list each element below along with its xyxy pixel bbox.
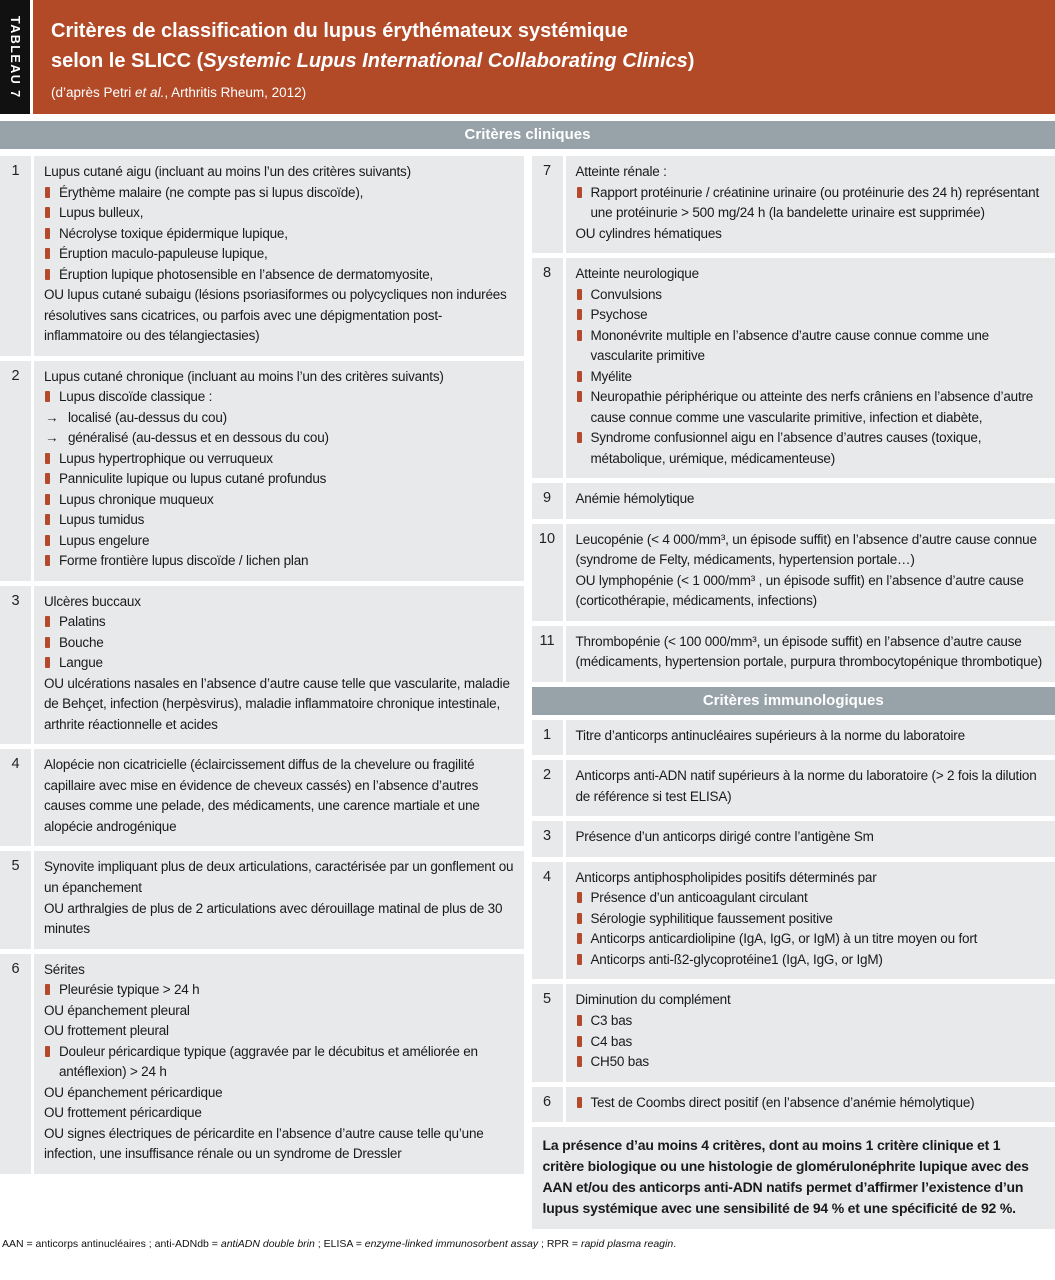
criterion-text: Anticorps anticardiolipine (IgA, IgG, or IgM) à un titre moyen ou fort bbox=[590, 931, 978, 947]
criterion-line bbox=[44, 633, 514, 654]
criterion-line bbox=[44, 183, 514, 204]
criterion-text: Douleur péricardique typique (aggravée par le décubitus et améliorée en antéflexion) > 24 h bbox=[59, 1043, 478, 1080]
criterion-text: localisé (au-dessus du cou) bbox=[68, 409, 227, 425]
criterion-text: Palatins bbox=[59, 614, 106, 630]
criterion-text: Rapport protéinurie / créatinine urinaire (ou protéinurie des 24 h) représentant une protéinurie > 500 mg/24 h (la bandelette urinaire est supprimée) bbox=[590, 184, 1040, 221]
criterion-text: C3 bas bbox=[590, 1012, 633, 1028]
criterion-number: 10 bbox=[532, 524, 563, 621]
criterion-number: 2 bbox=[0, 361, 31, 581]
criterion-text: Pleurésie typique > 24 h bbox=[59, 982, 200, 998]
criterion-line bbox=[576, 489, 1046, 510]
criterion-line bbox=[576, 326, 1046, 367]
abbreviations-footnote bbox=[0, 1238, 1055, 1250]
criterion-text: OU épanchement péricardique bbox=[44, 1084, 223, 1100]
bullet-icon bbox=[45, 514, 50, 525]
criterion-text: Anticorps antiphospholipides positifs déterminés par bbox=[575, 869, 877, 885]
footnote-segment: ; ELISA = bbox=[314, 1238, 365, 1251]
criterion-text: Panniculite lupique ou lupus cutané profundus bbox=[59, 471, 327, 487]
criterion-text: Syndrome confusionnel aigu en l’absence d’autres causes (toxique, métabolique, urémique, médicamenteuse) bbox=[590, 430, 982, 466]
criterion-cell bbox=[566, 156, 1055, 253]
criterion-text: Titre d’anticorps antinucléaires supérieurs à la norme du laboratoire bbox=[575, 727, 965, 743]
criterion-line bbox=[576, 1093, 1046, 1114]
criterion-line bbox=[44, 1124, 514, 1165]
criterion-row bbox=[532, 156, 1055, 253]
criterion-text: Présence d’un anticoagulant circulant bbox=[590, 890, 808, 906]
table-source: (d’après Petri et al., Arthritis Rheum, 2012) bbox=[51, 85, 307, 100]
criterion-row bbox=[532, 720, 1055, 756]
criterion-number: 4 bbox=[0, 749, 31, 846]
bullet-icon bbox=[45, 535, 50, 546]
clinical-criteria-left-column bbox=[0, 156, 524, 1174]
criterion-line bbox=[44, 265, 514, 286]
criterion-number: 5 bbox=[532, 984, 563, 1081]
criterion-line bbox=[576, 571, 1046, 612]
criterion-text: Ulcères buccaux bbox=[44, 593, 141, 609]
criterion-line bbox=[576, 428, 1046, 469]
criterion-line bbox=[44, 1001, 514, 1022]
criterion-text: Psychose bbox=[590, 307, 648, 323]
bullet-icon bbox=[577, 1056, 582, 1067]
criterion-row bbox=[532, 821, 1055, 857]
criterion-line bbox=[576, 929, 1046, 950]
criterion-line bbox=[44, 469, 514, 490]
criterion-text: Atteinte rénale : bbox=[575, 164, 667, 179]
bullet-icon bbox=[45, 1046, 50, 1057]
footnote-segment: enzyme-linked immunosorbent assay bbox=[364, 1238, 539, 1251]
bullet-icon bbox=[577, 371, 582, 382]
criterion-row bbox=[0, 749, 524, 846]
criterion-cell bbox=[566, 483, 1055, 519]
criterion-line bbox=[44, 244, 514, 265]
criterion-row bbox=[532, 984, 1055, 1081]
immunologic-section-band: Critères immunologiques bbox=[532, 687, 1055, 715]
criterion-text: Éruption maculo-papuleuse lupique, bbox=[59, 246, 268, 262]
table-title-block bbox=[33, 0, 1055, 114]
bullet-icon bbox=[45, 207, 50, 218]
criterion-text: Lupus hypertrophique ou verruqueux bbox=[59, 450, 273, 466]
criterion-number: 9 bbox=[532, 483, 563, 519]
criterion-line bbox=[44, 755, 514, 837]
footnote-segment: ; RPR = bbox=[538, 1238, 581, 1251]
criterion-row bbox=[0, 361, 524, 581]
criterion-line bbox=[44, 960, 514, 981]
bullet-icon bbox=[45, 494, 50, 505]
criterion-cell bbox=[34, 954, 524, 1174]
criterion-line bbox=[44, 285, 514, 347]
criterion-number: 4 bbox=[532, 862, 563, 980]
criterion-row bbox=[532, 1087, 1055, 1123]
criterion-line bbox=[576, 1052, 1046, 1073]
bullet-icon bbox=[45, 453, 50, 464]
bullet-icon bbox=[577, 187, 582, 198]
criterion-number: 1 bbox=[0, 156, 31, 356]
criterion-line bbox=[44, 490, 514, 511]
footnote-segment: . bbox=[673, 1238, 677, 1251]
criterion-text: OU frottement pleural bbox=[44, 1023, 169, 1039]
source-italic: et al. bbox=[135, 85, 165, 100]
criterion-number: 5 bbox=[0, 851, 31, 948]
criterion-line bbox=[44, 1021, 514, 1042]
arrow-icon: → bbox=[45, 430, 59, 446]
criterion-text: OU signes électriques de péricardite en l’absence d’autre cause telle qu’une infection, une insuffisance rénale ou un syndrome de Dressler bbox=[44, 1125, 484, 1162]
criterion-text: Alopécie non cicatricielle (éclaircissement diffus de la chevelure ou fragilité capillaire avec mise en évidence de cheveux cassés) en l’absence d’autres causes comme une pelade, des médicaments, une carence martiale et une alopécie androgénique bbox=[44, 757, 480, 834]
footnote-segment: antiADN double brin bbox=[220, 1238, 315, 1251]
criterion-row bbox=[532, 626, 1055, 682]
criterion-cell bbox=[34, 851, 524, 948]
clinical-section-band: Critères cliniques bbox=[0, 121, 1055, 149]
criterion-text: Anticorps anti-ß2-glycoprotéine1 (IgA, IgG, or IgM) bbox=[590, 951, 883, 967]
criterion-line bbox=[576, 530, 1046, 571]
criterion-text: Diminution du complément bbox=[575, 992, 731, 1008]
bullet-icon bbox=[577, 432, 582, 443]
criterion-cell bbox=[566, 862, 1055, 980]
criterion-number: 7 bbox=[532, 156, 563, 253]
bullet-icon bbox=[577, 330, 582, 341]
criterion-text: Lupus cutané aigu (incluant au moins l’un des critères suivants) bbox=[44, 164, 411, 179]
criterion-line bbox=[44, 224, 514, 245]
criterion-row bbox=[532, 258, 1055, 478]
criterion-line bbox=[44, 980, 514, 1001]
criterion-line bbox=[576, 990, 1046, 1011]
criterion-line bbox=[576, 183, 1046, 224]
criterion-cell bbox=[34, 586, 524, 745]
criterion-text: Langue bbox=[59, 655, 103, 671]
criterion-number: 11 bbox=[532, 626, 563, 682]
criterion-line bbox=[44, 1083, 514, 1104]
criterion-line bbox=[576, 162, 1046, 183]
criterion-line bbox=[576, 909, 1046, 930]
criterion-line bbox=[44, 551, 514, 572]
criterion-line bbox=[44, 857, 514, 898]
table-title bbox=[51, 16, 1045, 76]
criterion-cell bbox=[566, 984, 1055, 1081]
criterion-text: Érythème malaire (ne compte pas si lupus discoïde), bbox=[59, 184, 364, 200]
criterion-row bbox=[532, 760, 1055, 816]
title-line-1: Critères de classification du lupus érythémateux systémique bbox=[51, 20, 628, 42]
criterion-number: 6 bbox=[532, 1087, 563, 1123]
bullet-icon bbox=[45, 248, 50, 259]
criterion-text: OU lymphopénie (< 1 000/mm³ , un épisode suffit) en l’absence d’autre cause (corticothérapie, médicaments, infections) bbox=[575, 572, 1024, 609]
bullet-icon bbox=[577, 309, 582, 320]
criterion-cell bbox=[34, 749, 524, 846]
criterion-row bbox=[0, 156, 524, 356]
criterion-line bbox=[576, 305, 1046, 326]
criterion-line bbox=[44, 387, 514, 408]
bullet-icon bbox=[45, 187, 50, 198]
clinical-criteria-right-column bbox=[532, 156, 1055, 682]
immunologic-criteria-column bbox=[532, 720, 1055, 1122]
criterion-text: Bouche bbox=[59, 634, 104, 650]
criterion-text: Forme frontière lupus discoïde / lichen plan bbox=[59, 553, 309, 569]
title-line-2: selon le SLICC (Systemic Lupus International Collaborating Clinics) bbox=[51, 50, 695, 72]
bullet-icon bbox=[45, 637, 50, 648]
criterion-line bbox=[576, 827, 1046, 848]
criterion-line bbox=[44, 653, 514, 674]
criterion-line bbox=[44, 612, 514, 633]
criterion-text: Mononévrite multiple en l’absence d’autre cause connue comme une vascularite primitive bbox=[590, 327, 989, 364]
criterion-text: CH50 bas bbox=[590, 1054, 649, 1070]
criterion-line bbox=[576, 285, 1046, 306]
criterion-text: Synovite impliquant plus de deux articulations, caractérisée par un gonflement ou un épanchement bbox=[44, 859, 514, 895]
criterion-cell bbox=[566, 760, 1055, 816]
bullet-icon bbox=[45, 657, 50, 668]
criterion-text: Lupus chronique muqueux bbox=[59, 491, 214, 507]
criterion-text: OU frottement péricardique bbox=[44, 1105, 202, 1121]
bullet-icon bbox=[45, 473, 50, 484]
criterion-cell bbox=[566, 258, 1055, 478]
criterion-text: Neuropathie périphérique ou atteinte des nerfs crâniens en l’absence d’autre cause connue comme une vascularite primitive, infection et diabète, bbox=[590, 389, 1034, 425]
criterion-number: 3 bbox=[532, 821, 563, 857]
bullet-icon bbox=[577, 913, 582, 924]
criterion-line bbox=[44, 510, 514, 531]
criterion-row bbox=[0, 586, 524, 745]
criterion-text: OU lupus cutané subaigu (lésions psoriasiformes ou polycycliques non indurées résolutives sans cicatrices, ou parfois avec une dépigmentation post-inflammatoire ou des télangiectasies) bbox=[44, 287, 507, 344]
criterion-text: Test de Coombs direct positif (en l’absence d’anémie hémolytique) bbox=[590, 1094, 975, 1110]
criterion-cell bbox=[566, 524, 1055, 621]
criterion-line bbox=[44, 449, 514, 470]
criterion-text: Lupus engelure bbox=[59, 532, 150, 548]
criterion-cell bbox=[566, 821, 1055, 857]
criterion-cell bbox=[566, 720, 1055, 756]
criterion-text: Atteinte neurologique bbox=[575, 266, 699, 282]
criterion-row bbox=[0, 954, 524, 1174]
criterion-line bbox=[576, 950, 1046, 971]
bullet-icon bbox=[577, 892, 582, 903]
bullet-icon bbox=[577, 954, 582, 965]
criterion-number: 3 bbox=[0, 586, 31, 745]
criterion-line bbox=[44, 531, 514, 552]
criterion-text: Thrombopénie (< 100 000/mm³, un épisode suffit) en l’absence d’autre cause (médicaments, hypertension portale, purpura thrombocytopénique thrombotique) bbox=[575, 633, 1043, 670]
bullet-icon bbox=[577, 1015, 582, 1026]
criterion-text: Éruption lupique photosensible en l’absence de dermatomyosite, bbox=[59, 266, 434, 282]
criterion-text: Nécrolyse toxique épidermique lupique, bbox=[59, 225, 288, 241]
criterion-line bbox=[576, 1011, 1046, 1032]
criterion-line bbox=[576, 367, 1046, 388]
bullet-icon bbox=[577, 289, 582, 300]
bullet-icon bbox=[45, 228, 50, 239]
criterion-row bbox=[0, 851, 524, 948]
criterion-line bbox=[44, 592, 514, 613]
criterion-line bbox=[44, 367, 514, 388]
criterion-number: 1 bbox=[532, 720, 563, 756]
criterion-line bbox=[576, 888, 1046, 909]
criterion-line bbox=[44, 1103, 514, 1124]
criterion-text: Sérologie syphilitique faussement positive bbox=[590, 910, 833, 926]
criterion-text: OU ulcérations nasales en l’absence d’autre cause telle que vascularite, maladie de Behçet, infection (herpèsvirus), maladie inflammatoire chronique intestinale, arthrite réactionnelle et acides bbox=[44, 675, 510, 732]
criterion-line bbox=[44, 1042, 514, 1083]
criterion-line bbox=[576, 1032, 1046, 1053]
criterion-number: 8 bbox=[532, 258, 563, 478]
table-number-tab: TABLEAU 7 bbox=[0, 0, 30, 114]
bullet-icon bbox=[45, 391, 50, 402]
criterion-text: Myélite bbox=[590, 368, 632, 384]
criterion-line bbox=[576, 387, 1046, 428]
bullet-icon bbox=[577, 391, 582, 402]
criteria-content bbox=[0, 156, 1055, 1229]
bullet-icon bbox=[577, 1036, 582, 1047]
criterion-text: OU arthralgies de plus de 2 articulations avec dérouillage matinal de plus de 30 minutes bbox=[44, 900, 503, 937]
criterion-text: généralisé (au-dessus et en dessous du cou) bbox=[68, 430, 329, 446]
criterion-text: OU cylindres hématiques bbox=[575, 225, 722, 241]
criterion-line bbox=[576, 726, 1046, 747]
criterion-line bbox=[576, 632, 1046, 673]
criterion-line bbox=[44, 899, 514, 940]
criterion-line bbox=[576, 868, 1046, 889]
criterion-number: 6 bbox=[0, 954, 31, 1174]
criterion-text: C4 bas bbox=[590, 1033, 633, 1049]
bullet-icon bbox=[577, 933, 582, 944]
criterion-cell bbox=[566, 626, 1055, 682]
criterion-cell bbox=[566, 1087, 1055, 1123]
criterion-cell bbox=[34, 361, 524, 581]
criterion-text: Anémie hémolytique bbox=[575, 491, 695, 507]
criterion-line bbox=[576, 766, 1046, 807]
bullet-icon bbox=[45, 555, 50, 566]
criterion-line bbox=[44, 674, 514, 736]
criterion-line bbox=[576, 224, 1046, 245]
criterion-line bbox=[44, 203, 514, 224]
table-header bbox=[0, 0, 1055, 114]
criterion-text: OU épanchement pleural bbox=[44, 1002, 190, 1018]
bullet-icon bbox=[577, 1097, 582, 1108]
criterion-row bbox=[532, 483, 1055, 519]
criterion-text: Anticorps anti-ADN natif supérieurs à la norme du laboratoire (> 2 fois la dilution de référence si test ELISA) bbox=[575, 768, 1037, 804]
criterion-text: Leucopénie (< 4 000/mm³, un épisode suffit) en l’absence d’autre cause connue (syndrome de Felty, médicaments, hypertension portale…) bbox=[575, 531, 1037, 568]
criterion-line bbox=[576, 264, 1046, 285]
criterion-text: Convulsions bbox=[590, 286, 662, 302]
bullet-icon bbox=[45, 984, 50, 995]
footnote-segment: rapid plasma reagin bbox=[580, 1238, 674, 1251]
title-italic: Systemic Lupus International Collaborating Clinics bbox=[203, 50, 688, 72]
criterion-text: Lupus tumidus bbox=[59, 512, 145, 528]
criterion-text: Sérites bbox=[44, 961, 85, 977]
criterion-line bbox=[44, 408, 514, 429]
criterion-cell bbox=[34, 156, 524, 356]
criterion-number: 2 bbox=[532, 760, 563, 816]
criterion-row bbox=[532, 862, 1055, 980]
bullet-icon bbox=[45, 616, 50, 627]
criterion-line bbox=[44, 428, 514, 449]
criterion-text: Présence d’un anticorps dirigé contre l’antigène Sm bbox=[575, 829, 874, 845]
right-column bbox=[532, 156, 1055, 1229]
arrow-icon: → bbox=[45, 409, 59, 425]
criterion-text: Lupus discoïde classique : bbox=[59, 389, 213, 405]
conclusion-note: La présence d’au moins 4 critères, dont au moins 1 critère clinique et 1 critère biologique ou une histologie de glomérulonéphrite lupique avec des AAN et/ou des anticorps anti-ADN natifs permet d’affirmer l’existence d’un lupus systémique avec une sensibilité de 94 % et une spécificité de 92 %. bbox=[532, 1127, 1055, 1229]
criterion-text: Lupus bulleux, bbox=[59, 205, 144, 221]
criterion-row bbox=[532, 524, 1055, 621]
footnote-segment: AAN = anticorps antinucléaires ; anti-ADNdb = bbox=[2, 1238, 221, 1251]
criterion-line bbox=[44, 162, 514, 183]
criterion-text: Lupus cutané chronique (incluant au moins l’un des critères suivants) bbox=[44, 368, 444, 384]
bullet-icon bbox=[45, 269, 50, 280]
